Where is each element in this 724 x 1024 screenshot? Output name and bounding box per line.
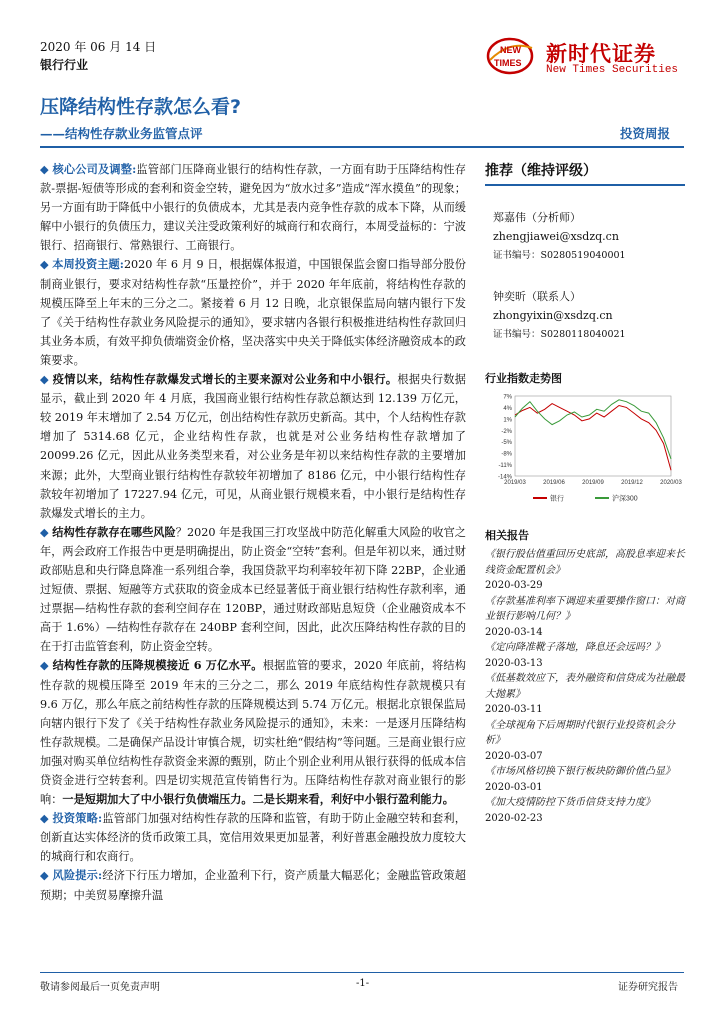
logo-mark-bottom: TIMES bbox=[494, 58, 522, 68]
analyst-name: 钟奕昕（联系人） bbox=[493, 290, 581, 303]
paragraph-lead: 结构性存款存在哪些风险 bbox=[52, 524, 176, 539]
y-tick-label: -2% bbox=[501, 428, 512, 435]
analyst-cert: 证书编号：S0280118040021 bbox=[493, 329, 626, 340]
logo-mark-icon bbox=[486, 34, 542, 80]
related-heading: 相关报告 bbox=[485, 529, 529, 542]
paragraph-text: 监管部门压降商业银行的结构性存款，一方面有助于压降结构性存款-票据-短债等形成的套利和资金空转，避免因为“放水过多”造成“浑水摸鱼”的现象；另一方面有助于降低中小银行的负债成本，尤其是表内竞争性存款的成本下降，从而缓解中小银行的负债压力，建议关注受政策利好的城商行和农商行，本周受益标的：宁波银行、招商银行、常熟银行、工商银行。 bbox=[40, 163, 466, 253]
x-tick-label: 2020/03 bbox=[660, 480, 682, 486]
analyst-1 bbox=[493, 208, 685, 265]
y-tick-label: -11% bbox=[498, 463, 512, 470]
footer-disclaimer: 敬请参阅最后一页免责声明 bbox=[40, 982, 160, 993]
main-body bbox=[40, 160, 466, 905]
footer-label: 证券研究报告 bbox=[618, 982, 678, 993]
y-tick-label: -5% bbox=[501, 440, 512, 447]
y-tick-label: -14% bbox=[497, 474, 512, 481]
chart-heading: 行业指数走势图 bbox=[485, 372, 562, 385]
bullet-icon: ◆ bbox=[40, 163, 53, 176]
paragraph-theme bbox=[40, 255, 466, 370]
analyst-email[interactable]: zhengjiawei@xsdzq.cn bbox=[493, 230, 619, 243]
paragraph-growth bbox=[40, 370, 466, 523]
related-reports bbox=[485, 547, 685, 826]
y-tick-label: 7% bbox=[503, 394, 512, 401]
legend-label: 银行 bbox=[550, 495, 564, 503]
company-logo bbox=[486, 34, 696, 80]
page-title: 压降结构性存款怎么看? bbox=[40, 96, 242, 118]
series-line-csi300 bbox=[515, 400, 671, 459]
paragraph-lead: 本周投资主题: bbox=[52, 257, 124, 272]
bullet-icon: ◆ bbox=[40, 659, 53, 673]
index-chart bbox=[485, 390, 685, 513]
bullet-icon: ◆ bbox=[40, 373, 53, 387]
paragraph-lead: 结构性存款的压降规模接近 6 万亿水平。 bbox=[52, 658, 263, 673]
analyst-cert: 证书编号：S0280519040001 bbox=[493, 250, 626, 261]
bullet-icon: ◆ bbox=[40, 525, 53, 539]
related-report[interactable]: 《存款基准利率下调迎来重要操作窗口：对商业银行影响几何？》 2020-03-14 bbox=[485, 595, 685, 638]
paragraph-lead: 风险提示: bbox=[52, 868, 103, 883]
related-report[interactable]: 《定向降准靴子落地，降息还会远吗？》 2020-03-13 bbox=[485, 642, 665, 669]
report-date: 2020 年 06 月 14 日 bbox=[40, 40, 157, 54]
rating: 推荐（维持评级） bbox=[485, 163, 597, 179]
paragraph-text: 2020 年 6 月 9 日，根据媒体报道，中国银保监会窗口指导部分股份制商业银行，要求对结构性存款“压量控价”，并于 2020 年年底前，将结构性存款的规模压降至上年末的三分之二。紧接着 6 月 12 日晚，北京银保监局向辖内银行下发了《关于结构性存款业务风险提示的通知》，要求辖内各银行积极推进结构性存款回归其业务本质，有效平抑负债端资金价格，坚决落实中央关于降低实体经济融资成本的政策要求。 bbox=[40, 258, 466, 367]
paragraph-lead: 疫情以来，结构性存款爆发式增长的主要来源对公业务和中小银行。 bbox=[52, 372, 398, 387]
paragraph-scale bbox=[40, 656, 466, 809]
paragraph-risks bbox=[40, 523, 466, 657]
y-tick-label: 4% bbox=[503, 405, 512, 412]
y-tick-label: 1% bbox=[503, 417, 512, 424]
paragraph-text: 经济下行压力增加，企业盈利下行，资产质量大幅恶化；金融监管政策超预期；中美贸易摩擦升温 bbox=[40, 869, 466, 902]
related-report[interactable]: 《加大疫情防控下货币信贷支持力度》 2020-02-23 bbox=[485, 797, 655, 824]
index-chart-svg bbox=[485, 390, 685, 510]
logo-en-text: New Times Securities bbox=[546, 64, 679, 76]
page-number: -1- bbox=[356, 978, 370, 989]
bullet-icon: ◆ bbox=[40, 258, 53, 272]
sidebar bbox=[485, 160, 685, 826]
legend-label: 沪深300 bbox=[612, 495, 638, 503]
paragraph-strategy bbox=[40, 809, 466, 866]
paragraph-text: 根据监管的要求，2020 年底前，将结构性存款的规模压降至 2019 年末的三分之二，那么 2019 年底结构性存款规模只有 9.6 万亿，那么年底之前结构性存款的压降规模达到 5.74 万亿元。根据北京银保监局向辖内银行下发了《关于结构性存款业务风险提示的通知》，未来：一是逐月压降结构性存款规模。二是确保产品设计审慎合规，切实杜绝“假结构”等问题。三是商业银行应加强对购买单位结构性存款资金来源的甄别，防止个别企业利用从银行获得的低成本信贷资金进行空转套利。四是切实规范宣传销售行为。压降结构性存款对商业银行的影响： bbox=[40, 659, 467, 807]
related-report[interactable]: 《全球视角下后周期时代银行业投资机会分析》 2020-03-07 bbox=[485, 719, 675, 762]
paragraph-tail: 一是短期加大了中小银行负债端压力。二是长期来看，利好中小银行盈利能力。 bbox=[62, 792, 454, 807]
page-subtitle: ——结构性存款业务监管点评 bbox=[40, 126, 203, 141]
rating-divider bbox=[485, 184, 685, 186]
paragraph-lead: 核心公司及调整: bbox=[52, 162, 137, 176]
logo-mark-top: NEW bbox=[500, 45, 521, 55]
footer-divider bbox=[40, 972, 684, 973]
paragraph-text: 根据央行数据显示，截止到 2020 年 4 月底，我国商业银行结构性存款总额达到 12.139 万亿元，较 2019 年末增加了 2.54 万亿元，创出结构性存款历史新高。其中，个人结构性存款增加了 5314.68 亿元，企业结构性存款，也就是对公业务结构性存款增加了 20099.26 亿元，因此从业务类型来看，对公业务是年初以来结构性存款的主要增加来源；此外，大型商业银行结构性存款较年初增加了 8186 亿元，中小银行结构性存款较年初增加了 17227.94 亿元，可见，从商业银行规模来看，中小银行是结构性存款爆发式增长的主力。 bbox=[40, 373, 466, 520]
paragraph-text: 监管部门加强对结构性存款的压降和监管，有助于防止金融空转和套利，创新直达实体经济的货币政策工具，宽信用效果更加显著，利好普惠金融投放力度较大的城商行和农商行。 bbox=[40, 812, 466, 864]
series-line-bank bbox=[515, 404, 671, 471]
analyst-name: 郑嘉伟（分析师） bbox=[493, 211, 581, 224]
chart-frame bbox=[515, 396, 671, 476]
related-report[interactable]: 《银行股估值重回历史底部，高股息率迎来长线资金配置机会》 2020-03-29 bbox=[485, 549, 685, 591]
x-tick-label: 2019/06 bbox=[543, 480, 565, 486]
related-report[interactable]: 《市场风格切换下银行板块防御价值凸显》 2020-03-01 bbox=[485, 766, 675, 793]
report-type: 投资周报 bbox=[620, 126, 671, 141]
analyst-2 bbox=[493, 287, 685, 344]
header-divider bbox=[40, 146, 684, 148]
logo-cn-text: 新时代证券 bbox=[546, 42, 656, 66]
paragraph-lead: 投资策略: bbox=[52, 811, 103, 826]
paragraph-text: ？2020 年是我国三打攻坚战中防范化解重大风险的收官之年，两会政府工作报告中更是明确提出，防止资金“空转”套利。但是年初以来，通过财政部贴息和央行降息降准一系列组合拳，我国贷款平均利率较年初下降 22BP，企业通过短债、票据、短融等方式获取的资金成本已经显著低于商业银行结构性存款利率，通过票据—结构性存款的套利空间存在 120BP，通过财政部贴息短贷（企业融资成本不高于 1.6%）—结构性存款存在 240BP 套利空间，因此，此次压降结构性存款的目的在于打击监管套利，防止资金空转。 bbox=[40, 525, 466, 654]
x-tick-label: 2019/12 bbox=[621, 480, 643, 486]
y-tick-label: -8% bbox=[501, 451, 512, 458]
x-tick-label: 2019/09 bbox=[582, 480, 604, 486]
x-tick-label: 2019/03 bbox=[504, 480, 526, 486]
paragraph-core bbox=[40, 160, 466, 255]
analyst-email[interactable]: zhongyixin@xsdzq.cn bbox=[493, 309, 613, 322]
industry-label: 银行行业 bbox=[40, 58, 89, 72]
bullet-icon: ◆ bbox=[40, 869, 53, 883]
related-report[interactable]: 《低基数效应下，表外融资和信贷成为社融最大抛累》 2020-03-11 bbox=[485, 673, 685, 715]
bullet-icon: ◆ bbox=[40, 812, 53, 826]
paragraph-risk-warning bbox=[40, 866, 466, 904]
